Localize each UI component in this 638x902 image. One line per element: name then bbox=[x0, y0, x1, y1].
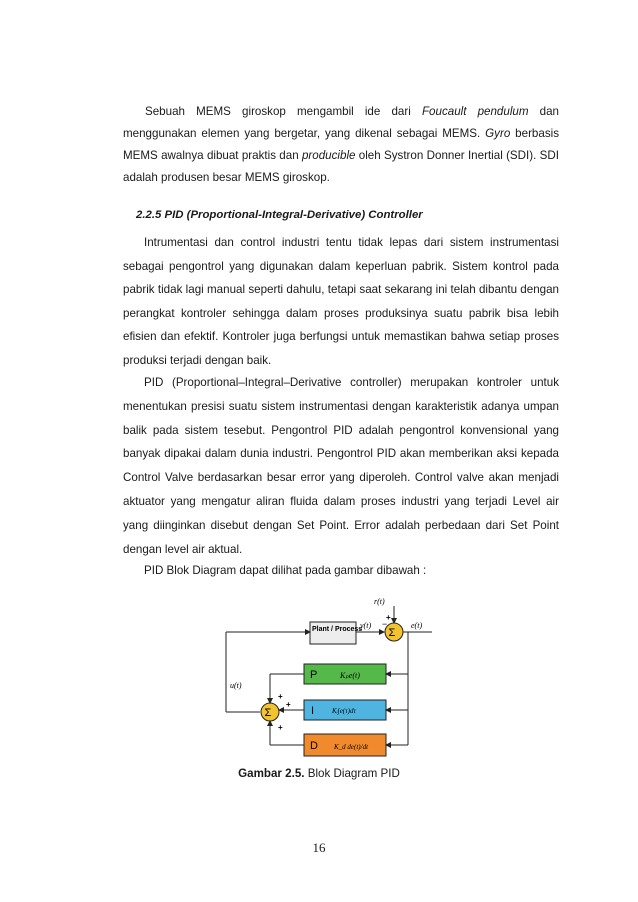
paragraph-gyroscope bbox=[123, 101, 559, 189]
text: Sebuah MEMS giroskop mengambil ide dari bbox=[145, 105, 422, 118]
caption-label: Gambar 2.5. bbox=[238, 767, 305, 780]
section-heading: 2.2.5 PID (Proportional-Integral-Derivative) Controller bbox=[136, 209, 423, 221]
text: dan menggunakan elemen yang bergetar, yang dikenal sebagai MEMS. bbox=[123, 105, 560, 140]
paragraph-instrumentation bbox=[123, 231, 559, 373]
paragraph-text: PID Blok Diagram dapat dilihat pada gambar dibawah : bbox=[144, 564, 427, 577]
text: berbasis MEMS awalnya dibuat praktis dan bbox=[123, 127, 559, 162]
label-r: r(t) bbox=[374, 597, 385, 606]
plant-label: Plant / Process bbox=[312, 626, 363, 633]
figure-caption bbox=[0, 767, 638, 780]
d-expression: K_d de(t)/dt bbox=[334, 743, 369, 751]
paragraph-diagram-intro bbox=[123, 560, 559, 582]
sigma-symbol: Σ bbox=[264, 707, 272, 719]
text-italic: producible bbox=[301, 149, 356, 162]
pid-block-diagram bbox=[222, 594, 423, 760]
paragraph-pid bbox=[123, 371, 559, 561]
paragraph-text: PID (Proportional–Integral–Derivative controller) merupakan kontroler untuk menentukan presisi suatu sistem instrumentasi dengan karakteristik adanya umpan balik pada sistem tesebut. Pengontrol PID adalah pengontrol konvensional yang banyak dipakai dalam dunia industri. Pengontrol PID akan memberikan aksi kepada Control Valve berdasarkan besar error yang diperoleh. Control valve akan menjadi aktuator yang mengatur aliran fluida dalam proses industri yang terjadi Level air yang diinginkan disebut dengan Set Point. Error adalah perbedaan dari Set Point dengan level air aktual. bbox=[123, 376, 559, 556]
d-label: D bbox=[310, 740, 318, 752]
p-label: P bbox=[310, 669, 318, 681]
caption-text: Blok Diagram PID bbox=[304, 767, 400, 780]
plus-sign: + bbox=[286, 700, 291, 709]
p-expression: Kₚe(t) bbox=[340, 671, 360, 680]
i-expression: Kᵢ∫e(τ)dτ bbox=[332, 707, 356, 715]
i-label: I bbox=[311, 705, 315, 717]
label-u: u(t) bbox=[230, 681, 242, 690]
paragraph-text: Intrumentasi dan control industri tentu tidak lepas dari sistem instrumentasi sebagai pengontrol yang digunakan dalam keperluan pabrik. Sistem kontrol pada pabrik tidak lagi manual seperti dahulu, tetapi saat sekarang ini telah dibantu dengan perangkat kontroler sehingga dalam proses produksinya suatu pabrik bisa lebih efisien dan efektif. Kontroler juga berfungsi untuk memastikan bahwa setiap proses produksi terjadi dengan baik. bbox=[123, 236, 559, 367]
text-italic: Foucault pendulum bbox=[421, 105, 529, 118]
text-italic: Gyro bbox=[485, 127, 511, 140]
label-e: e(t) bbox=[411, 621, 423, 630]
label-y: y(t) bbox=[360, 621, 372, 630]
plus-sign: + bbox=[278, 723, 283, 732]
page-number: 16 bbox=[312, 840, 326, 855]
sigma-symbol: Σ bbox=[388, 627, 396, 639]
minus-sign: − bbox=[382, 619, 388, 629]
text: oleh Systron Donner Inertial (SDI). SDI adalah produsen besar MEMS giroskop. bbox=[123, 149, 559, 184]
plus-sign: + bbox=[386, 613, 391, 622]
plus-sign: + bbox=[278, 692, 283, 701]
